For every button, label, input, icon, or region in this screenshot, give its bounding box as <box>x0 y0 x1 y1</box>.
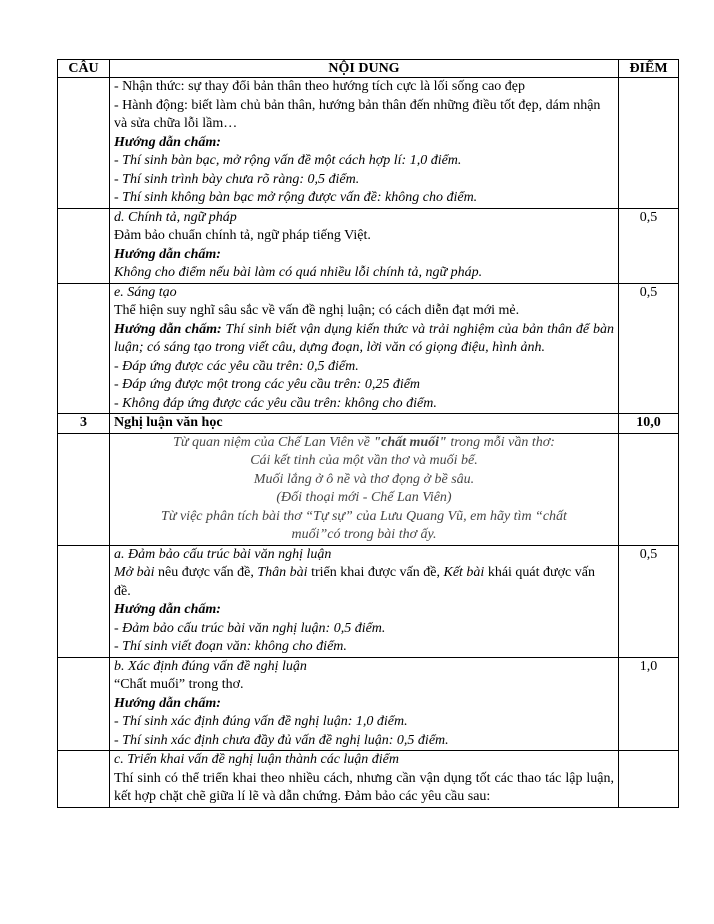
table-header-row <box>58 60 679 78</box>
table-row <box>58 414 679 434</box>
text-line: - Hành động: biết làm chủ bản thân, hướng bản thân đến những điều tốt đẹp, dám nhận và sửa chữa lỗi lầm… <box>114 97 601 131</box>
score-cell: 0,5 <box>619 545 679 657</box>
grading-table <box>57 59 679 808</box>
guide-line: - Đáp ứng được một trong các yêu cầu trên: 0,25 điểm <box>114 377 421 392</box>
poem-line: Muối lắng ở ô nề và thơ đọng ở bề sâu. <box>253 471 475 487</box>
guide-line: - Thí sinh không bàn bạc mở rộng được vấn đề: không cho điểm. <box>114 190 478 205</box>
guide-line: - Thí sinh xác định chưa đầy đủ vấn đề nghị luận: 0,5 điểm. <box>114 732 449 748</box>
quote-bold: "chất muối" <box>373 434 447 450</box>
score-cell: 10,0 <box>619 414 679 434</box>
table-row <box>58 657 679 751</box>
table-row <box>58 545 679 657</box>
guide-line: - Không đáp ứng được các yêu cầu trên: không cho điểm. <box>114 395 437 411</box>
table-row <box>58 208 679 283</box>
structure-text <box>114 564 614 601</box>
criterion-title: d. Chính tả, ngữ pháp <box>114 209 237 225</box>
content-cell <box>110 657 619 751</box>
table-row <box>58 283 679 414</box>
guide-title: Hướng dẫn chấm: <box>114 321 222 337</box>
text-line: Thể hiện suy nghĩ sâu sắc về vấn đề nghị luận; có cách diễn đạt mới mẻ. <box>114 303 520 318</box>
guide-line: - Thí sinh bàn bạc, mở rộng vấn đề một cách hợp lí: 1,0 điểm. <box>114 153 462 168</box>
table-row <box>58 78 679 209</box>
than-bai-text: triển khai được vấn đề, <box>307 565 444 580</box>
table-row <box>58 751 679 808</box>
guide-line: - Thí sinh xác định đúng vấn đề nghị luận: 1,0 điểm. <box>114 714 408 729</box>
prompt-cell <box>110 433 619 545</box>
guide-title: Hướng dẫn chấm: <box>114 246 221 262</box>
header-diem: ĐIỂM <box>619 60 679 78</box>
guide-line: - Thí sinh trình bày chưa rõ ràng: 0,5 điểm. <box>114 171 360 187</box>
guide-paragraph <box>114 321 614 358</box>
criterion-title: a. Đảm bảo cấu trúc bài văn nghị luận <box>114 546 332 562</box>
text-line: “Chất muối” trong thơ. <box>114 677 244 692</box>
content-cell <box>110 78 619 209</box>
text-line: - Nhận thức: sự thay đổi bản thân theo hướng tích cực là lối sống cao đẹp <box>114 79 525 94</box>
ket-bai-text: khái quát được vấn đề. <box>114 565 595 599</box>
guide-title: Hướng dẫn chấm: <box>114 695 221 711</box>
quote-line <box>114 434 614 453</box>
mo-bai-text: nêu được vấn đề, <box>154 565 258 580</box>
poem-line: Cái kết tinh của một vần thơ và muối bể. <box>250 453 478 468</box>
than-bai: Thân bài <box>257 565 308 580</box>
quote-post: trong mỗi vần thơ: <box>446 434 555 450</box>
criterion-title: e. Sáng tạo <box>114 284 177 300</box>
mo-bai: Mở bài <box>114 565 155 580</box>
score-cell: 1,0 <box>619 657 679 751</box>
content-cell <box>110 545 619 657</box>
guide-title: Hướng dẫn chấm: <box>114 134 221 150</box>
quote-pre: Từ quan niệm của Chế Lan Viên về <box>173 434 374 450</box>
criterion-title: b. Xác định đúng vấn đề nghị luận <box>114 658 307 674</box>
section-title: Nghị luận văn học <box>110 414 619 434</box>
text-line: Đảm bảo chuẩn chính tả, ngữ pháp tiếng Việt. <box>114 228 371 243</box>
guide-line: - Thí sinh viết đoạn văn: không cho điểm. <box>114 639 347 654</box>
guide-line: Không cho điểm nếu bài làm có quá nhiều lỗi chính tả, ngữ pháp. <box>114 265 483 280</box>
guide-line: - Đảm bảo cấu trúc bài văn nghị luận: 0,5 điểm. <box>114 620 386 636</box>
score-cell: 0,5 <box>619 283 679 414</box>
header-noidung: NỘI DUNG <box>110 60 619 78</box>
question-number: 3 <box>58 414 110 434</box>
header-cau: CÂU <box>58 60 110 78</box>
criterion-title: c. Triển khai vấn đề nghị luận thành các luận điểm <box>114 752 400 767</box>
task-text: Từ việc phân tích bài thơ “Tự sự” của Lưu Quang Vũ, em hãy tìm “chất muối”có trong bài thơ ấy. <box>161 508 567 542</box>
content-cell <box>110 283 619 414</box>
table-row <box>58 433 679 545</box>
poem-source: (Đối thoại mới - Chế Lan Viên) <box>276 490 452 505</box>
ket-bai: Kết bài <box>443 565 485 580</box>
guide-inline: Thí sinh biết vận dụng kiến thức và trải nghiệm của bản thân để bàn luận; có sáng tạo trong viết câu, dựng đoạn, lời văn có giọng điệu, hình ảnh. <box>114 321 615 355</box>
text-paragraph: Thí sinh có thể triển khai theo nhiều cách, nhưng cần vận dụng tốt các thao tác lập luận, kết hợp chặt chẽ giữa lí lẽ và dẫn chứng. Đảm bảo các yêu cầu sau: <box>114 770 614 804</box>
content-cell <box>110 208 619 283</box>
guide-title: Hướng dẫn chấm: <box>114 602 221 617</box>
content-cell <box>110 751 619 808</box>
score-cell: 0,5 <box>619 208 679 283</box>
guide-line: - Đáp ứng được các yêu cầu trên: 0,5 điểm. <box>114 358 359 374</box>
